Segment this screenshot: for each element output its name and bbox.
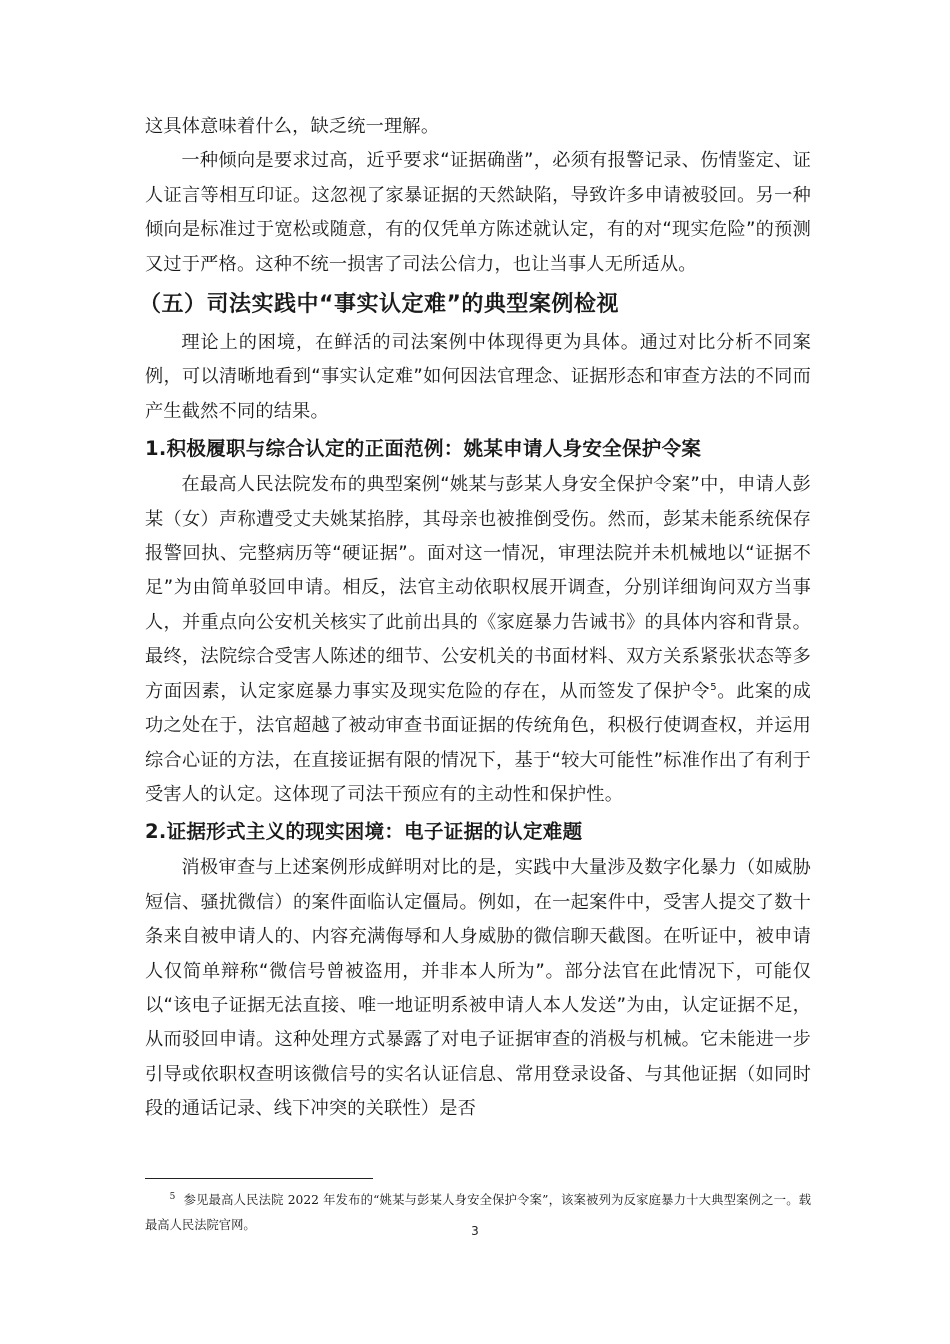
section-heading: （五）司法实践中“事实认定难”的典型案例检视 — [139, 292, 619, 318]
paragraph-electronic-evidence: 消极审查与上述案例形成鲜明对比的是，实践中大量涉及数字化暴力（如威胁短信、骚扰微信）的案件面临认定僵局。例如，在一起案件中，受害人提交了数十条来自被申请人的、内容充满侮辱和人身威胁的微信聊天截图。在听证中，被申请人仅简单辩称“微信号曾被盗用，并非本人所为”。部分法官在此情况下，可能仅以“该电子证据无法直接、唯一地证明系被申请人本人发送”为由，认定证据不足，从而驳回申请。这种处理方式暴露了对电子证据审查的消极与机械。它未能进一步引导或依职权查明该微信号的实名认证信息、常用登录设备、与其他证据（如同时段的通话记录、线下冲突的关联性）是否 — [145, 857, 811, 1120]
paragraph-case-yao — [145, 468, 811, 812]
body-text — [139, 110, 811, 1127]
footnote-reference[interactable]: 5 — [710, 681, 717, 693]
paragraph-continuation: 这具体意味着什么，缺乏统一理解。 — [145, 116, 440, 137]
subsection-heading-2: 2.证据形式主义的现实困境：电子证据的认定难题 — [145, 820, 583, 844]
footnote-text: 参见最高人民法院 2022 年发布的“姚某与彭某人身安全保护令案”，该案被列为反家庭暴力十大典型案例之一。载最高人民法院官网。 — [145, 1193, 811, 1232]
page-number: 3 — [471, 1224, 479, 1238]
case-yao-text-1: 在最高人民法院发布的典型案例“姚某与彭某人身安全保护令案”中，申请人彭某（女）声称遭受丈夫姚某掐脖，其母亲也被推倒受伤。然而，彭某未能系统保存报警回执、完整病历等“硬证据”。面对这一情况，审理法院并未机械地以“证据不足”为由简单驳回申请。相反，法官主动依职权展开调查，分别详细询问双方当事人，并重点向公安机关核实了此前出具的《家庭暴力告诫书》的具体内容和背景。最终，法院综合受害人陈述的细节、公安机关的书面材料、双方关系紧张状态等多方面因素，认定家庭暴力事实及现实危险的存在，从而签发了保护令 — [145, 474, 811, 702]
paragraph-standard-inconsistency: 一种倾向是要求过高，近乎要求“证据确凿”，必须有报警记录、伤情鉴定、证人证言等相互印证。这忽视了家暴证据的天然缺陷，导致许多申请被驳回。另一种倾向是标准过于宽松或随意，有的仅凭单方陈述就认定，有的对“现实危险”的预测又过于严格。这种不统一损害了司法公信力，也让当事人无所适从。 — [145, 150, 811, 275]
subsection-heading-1: 1.积极履职与综合认定的正面范例：姚某申请人身安全保护令案 — [145, 437, 702, 461]
paragraph-intro: 理论上的困境，在鲜活的司法案例中体现得更为具体。通过对比分析不同案例，可以清晰地看到“事实认定难”如何因法官理念、证据形态和审查方法的不同而产生截然不同的结果。 — [145, 332, 811, 422]
footnote-divider — [145, 1178, 373, 1179]
footnote-mark: 5 — [169, 1191, 176, 1202]
case-yao-text-2: 。此案的成功之处在于，法官超越了被动审查书面证据的传统角色，积极行使调查权，并运用综合心证的方法，在直接证据有限的情况下，基于“较大可能性”标准作出了有利于受害人的认定。这体现了司法干预应有的主动性和保护性。 — [145, 680, 811, 805]
